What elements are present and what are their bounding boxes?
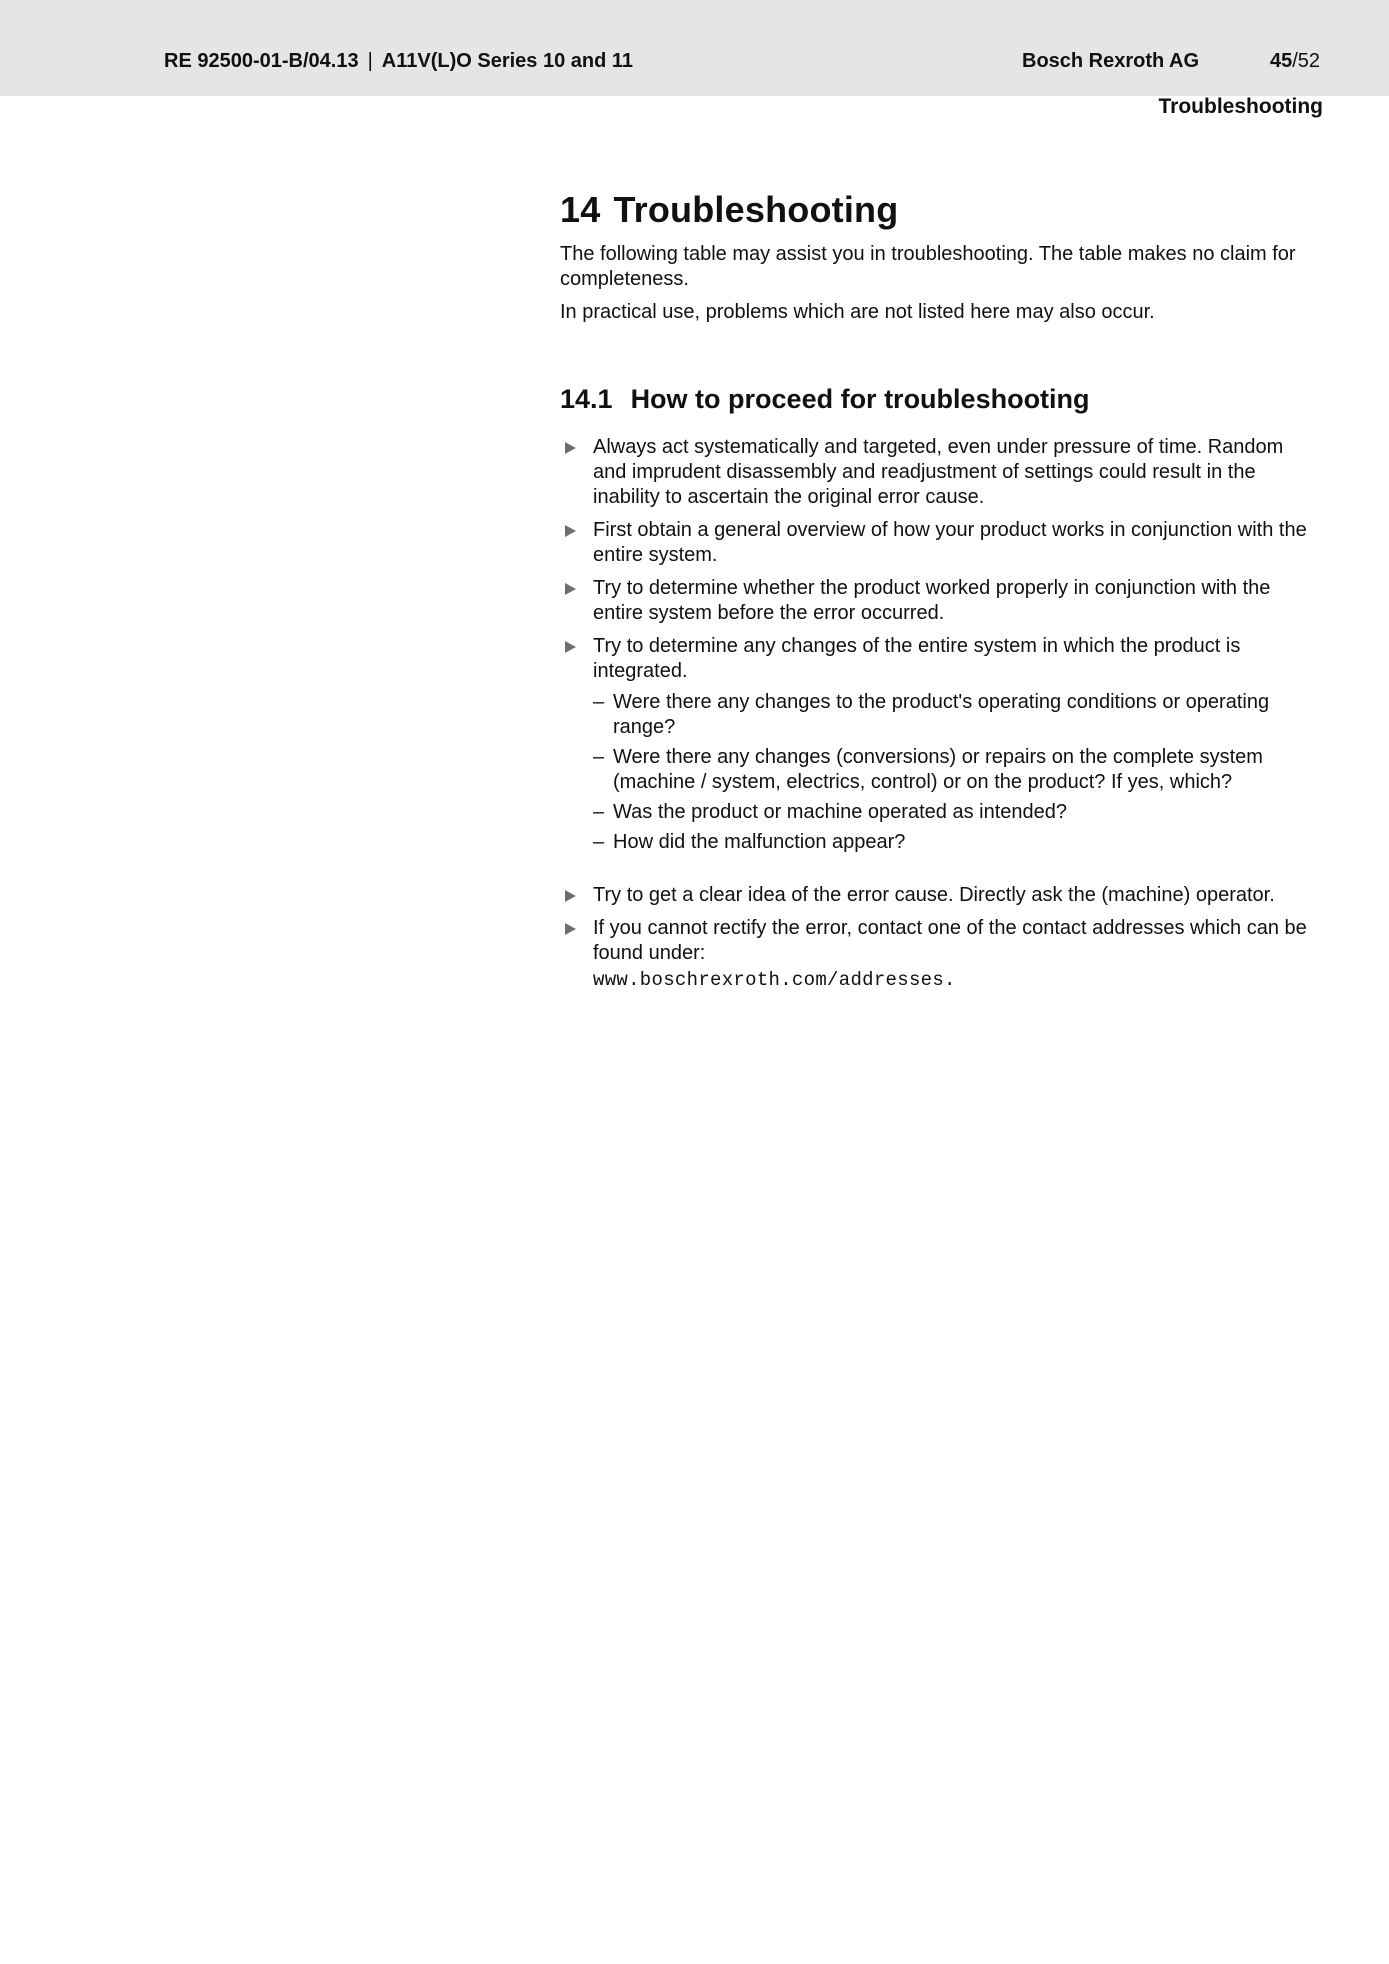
document-code: RE 92500-01-B/04.13 — [164, 50, 359, 72]
sub-list-item-text: Were there any changes (conversions) or repairs on the complete system (machine / system, electrics, control) or on the product? If yes, which? — [613, 746, 1263, 793]
list-item — [560, 576, 1322, 626]
chapter-title: Troubleshooting — [613, 189, 899, 230]
triangle-bullet-icon — [565, 583, 576, 595]
contact-addresses-url: www.boschrexroth.com/addresses. — [593, 969, 956, 991]
sub-list-item — [593, 690, 1322, 740]
sub-list — [593, 690, 1322, 855]
subsection-title: How to proceed for troubleshooting — [630, 384, 1090, 414]
chapter-number: 14 — [560, 189, 601, 230]
company-name: Bosch Rexroth AG — [1022, 50, 1200, 72]
subsection-number: 14.1 — [560, 384, 613, 414]
sub-list-item-text: How did the malfunction appear? — [613, 831, 906, 853]
sub-list-item — [593, 830, 1322, 855]
list-item — [560, 916, 1322, 993]
sub-list-item — [593, 745, 1322, 795]
list-item — [560, 518, 1322, 568]
page-header — [0, 0, 1389, 96]
list-item-text: First obtain a general overview of how your product works in conjunction with the entire system. — [593, 519, 1307, 566]
procedure-list — [560, 435, 1322, 993]
list-item-text: Try to get a clear idea of the error cause. Directly ask the (machine) operator. — [593, 884, 1275, 906]
list-item-text: Try to determine whether the product worked properly in conjunction with the entire system before the error occurred. — [593, 577, 1271, 624]
list-item-text: If you cannot rectify the error, contact one of the contact addresses which can be found under: — [593, 917, 1307, 964]
product-name: A11V(L)O Series 10 and 11 — [381, 50, 634, 72]
subsection-heading — [560, 383, 1322, 415]
dash-bullet: – — [593, 801, 605, 823]
sub-list-item — [593, 800, 1322, 825]
triangle-bullet-icon — [565, 442, 576, 454]
dash-bullet: – — [593, 746, 605, 768]
page-total: /52 — [1292, 50, 1321, 72]
main-content — [560, 188, 1322, 1001]
running-section-label: Troubleshooting — [1158, 95, 1323, 118]
list-item-text: Always act systematically and targeted, even under pressure of time. Random and imprudent disassembly and readjustment of settings could result in the inability to ascertain the original error cause. — [593, 436, 1284, 508]
list-item — [560, 883, 1322, 908]
dash-bullet: – — [593, 831, 605, 853]
intro-paragraph: The following table may assist you in troubleshooting. The table makes no claim for completeness. — [560, 243, 1296, 290]
dash-bullet: – — [593, 691, 605, 713]
page-current: 45 — [1270, 50, 1293, 72]
list-item-text: Try to determine any changes of the entire system in which the product is integrated. — [593, 635, 1241, 682]
page-number — [1270, 50, 1320, 73]
list-item — [560, 634, 1322, 855]
chapter-heading — [560, 188, 1322, 232]
sub-list-item-text: Were there any changes to the product's operating conditions or operating range? — [613, 691, 1270, 738]
sub-list-item-text: Was the product or machine operated as intended? — [613, 801, 1067, 823]
list-item — [560, 435, 1322, 510]
header-separator: | — [367, 50, 373, 72]
triangle-bullet-icon — [565, 923, 576, 935]
header-document-info — [164, 50, 633, 73]
intro-paragraph: In practical use, problems which are not listed here may also occur. — [560, 301, 1155, 323]
triangle-bullet-icon — [565, 641, 576, 653]
triangle-bullet-icon — [565, 890, 576, 902]
triangle-bullet-icon — [565, 525, 576, 537]
